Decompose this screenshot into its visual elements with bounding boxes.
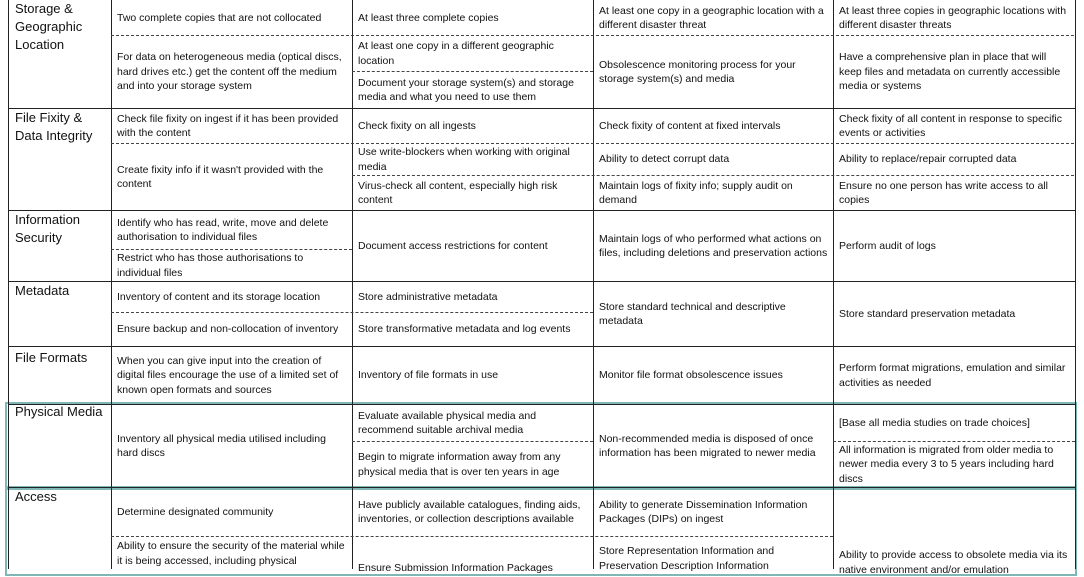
category-access: Access (15, 489, 57, 504)
cell-fixity-level4: Ability to replace/repair corrupted data (839, 153, 1017, 166)
cell-formats-level1: When you can give input into the creation of digital files encourage the use of a limited set of known open formats and sources (117, 354, 339, 396)
cell-security-level3: Maintain logs of who performed what actions on files, including deletions and preservation actions (599, 232, 828, 259)
cell-metadata-level4: Store standard preservation metadata (839, 307, 1016, 320)
cell-storage-level2: At least three complete copies (358, 11, 499, 24)
table-border-left (8, 0, 9, 569)
cell-security-level1: Identify who has read, write, move and delete authorisation to individual files (117, 216, 329, 243)
cell-access-level1: Ability to ensure the security of the material while it is being accessed, including physical (117, 540, 345, 567)
cell-fixity-level4: Ensure no one person has write access to all copies (839, 179, 1048, 206)
table-border-right (1075, 0, 1076, 569)
cell-storage-level3: Obsolescence monitoring process for your storage system(s) and media (599, 58, 796, 85)
cell-metadata-level1: Ensure backup and non-collocation of inventory (117, 323, 339, 336)
cell-security-level2: Document access restrictions for content (358, 239, 548, 252)
cell-storage-level2: Document your storage system(s) and storage media and what you need to use them (358, 76, 574, 103)
cell-access-level2: Ensure Submission Information Packages (358, 562, 553, 574)
category-formats: File Formats (15, 350, 88, 365)
cell-fixity-level2: Virus-check all content, especially high risk content (358, 179, 558, 206)
cell-physical-level2: Evaluate available physical media and recommend suitable archival media (358, 409, 537, 436)
cell-fixity-level3: Maintain logs of fixity info; supply audit on demand (599, 179, 793, 206)
category-physical: Physical Media (15, 404, 103, 419)
cell-fixity-level4: Check fixity of all content in response to specific events or activities (839, 112, 1062, 139)
cell-storage-level4: Have a comprehensive plan in place that will keep files and metadata on currently accessible media or systems (839, 51, 1061, 93)
cell-storage-level2: At least one copy in a different geographic location (358, 40, 554, 67)
cell-storage-level1: Two complete copies that are not collocated (117, 11, 322, 24)
cell-metadata-level3: Store standard technical and descriptive metadata (599, 300, 786, 327)
cell-storage-level4: At least three copies in geographic locations with different disaster threats (839, 4, 1067, 31)
cell-fixity-level3: Ability to detect corrupt data (599, 153, 730, 166)
cell-physical-level4: [Base all media studies on trade choices] (839, 416, 1030, 429)
cell-metadata-level2: Store administrative metadata (358, 290, 498, 303)
cell-security-level4: Perform audit of logs (839, 239, 936, 252)
category-metadata: Metadata (15, 283, 70, 298)
category-storage: Storage & Geographic Location (15, 1, 83, 52)
cell-fixity-level3: Check fixity of content at fixed intervals (599, 119, 781, 132)
category-fixity: File Fixity & Data Integrity (15, 110, 93, 143)
cell-physical-level2: Begin to migrate information away from any physical media that is over ten years in age (358, 451, 561, 478)
cell-formats-level4: Perform format migrations, emulation and similar activities as needed (839, 362, 1066, 389)
cell-physical-level3: Non-recommended media is disposed of once information has been migrated to newer media (599, 432, 816, 459)
cell-access-level2: Have publicly available catalogues, finding aids, inventories, or collection descriptions available (358, 498, 581, 525)
cell-fixity-level1: Check file fixity on ingest if it has been provided with the content (117, 112, 339, 139)
cell-access-level1: Determine designated community (117, 505, 274, 518)
cell-fixity-level2: Use write-blockers when working with original media (358, 146, 570, 173)
cell-formats-level3: Monitor file format obsolescence issues (599, 369, 783, 382)
cell-fixity-level2: Check fixity on all ingests (358, 119, 476, 132)
cell-physical-level4: All information is migrated from older media to newer media every 3 to 5 years including hard discs (839, 443, 1054, 485)
cell-fixity-level1: Create fixity info if it wasn't provided with the content (117, 163, 324, 190)
cell-access-level3: Store Representation Information and Preservation Description Information (599, 545, 775, 572)
cell-physical-level1: Inventory all physical media utilised including hard discs (117, 432, 326, 459)
cell-metadata-level1: Inventory of content and its storage location (117, 290, 321, 303)
cell-metadata-level2: Store transformative metadata and log events (358, 323, 571, 336)
cell-access-level4: Ability to provide access to obsolete media via its native environment and/or emulation (839, 549, 1068, 576)
cell-storage-level3: At least one copy in a geographic location with a different disaster threat (599, 4, 824, 31)
cell-storage-level1: For data on heterogeneous media (optical discs, hard drives etc.) get the content off the medium and into your storage system (117, 51, 342, 93)
cell-access-level3: Ability to generate Dissemination Information Packages (DIPs) on ingest (599, 498, 808, 525)
cell-security-level1: Restrict who has those authorisations to individual files (117, 252, 304, 279)
category-security: Information Security (15, 212, 81, 245)
cell-formats-level2: Inventory of file formats in use (358, 369, 499, 382)
